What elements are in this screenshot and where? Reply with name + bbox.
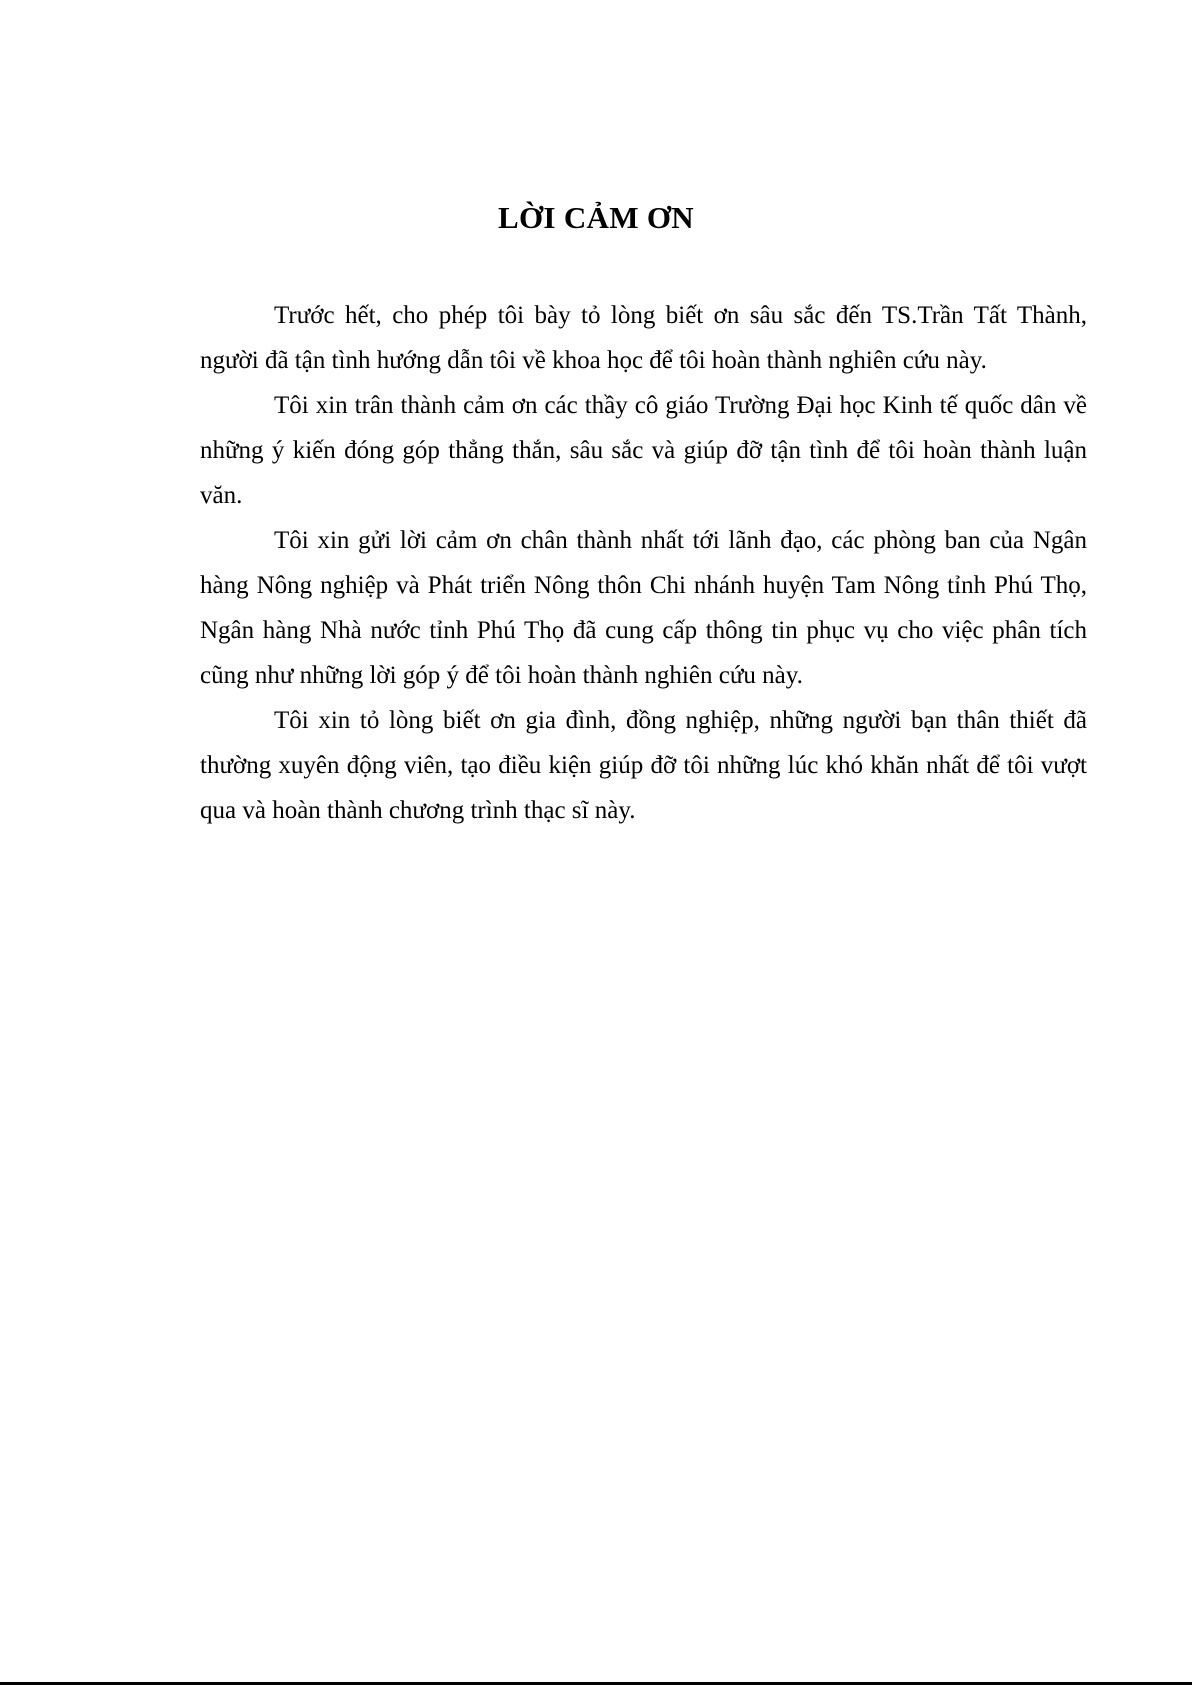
paragraph-2: Tôi xin trân thành cảm ơn các thầy cô giáo Trường Đại học Kinh tế quốc dân về những ý kiến đóng góp thẳng thắn, sâu sắc và giúp đỡ tận tình để tôi hoàn thành luận văn. bbox=[200, 392, 1087, 509]
paragraph-4: Tôi xin tỏ lòng biết ơn gia đình, đồng nghiệp, những người bạn thân thiết đã thường xuyên động viên, tạo điều kiện giúp đỡ tôi những lúc khó khăn nhất để tôi vượt qua và hoàn thành chương trình thạc sĩ này. bbox=[200, 707, 1087, 824]
page-title: LỜI CẢM ƠN bbox=[498, 200, 694, 235]
paragraph-1: Trước hết, cho phép tôi bày tỏ lòng biết ơn sâu sắc đến TS.Trần Tất Thành, người đã tận tình hướng dẫn tôi về khoa học để tôi hoàn thành nghiên cứu này. bbox=[200, 302, 1087, 374]
acknowledgement-body bbox=[200, 293, 1087, 833]
paragraph-3: Tôi xin gửi lời cảm ơn chân thành nhất tới lãnh đạo, các phòng ban của Ngân hàng Nông nghiệp và Phát triển Nông thôn Chi nhánh huyện Tam Nông tỉnh Phú Thọ, Ngân hàng Nhà nước tỉnh Phú Thọ đã cung cấp thông tin phục vụ cho việc phân tích cũng như những lời góp ý để tôi hoàn thành nghiên cứu này. bbox=[200, 527, 1087, 689]
